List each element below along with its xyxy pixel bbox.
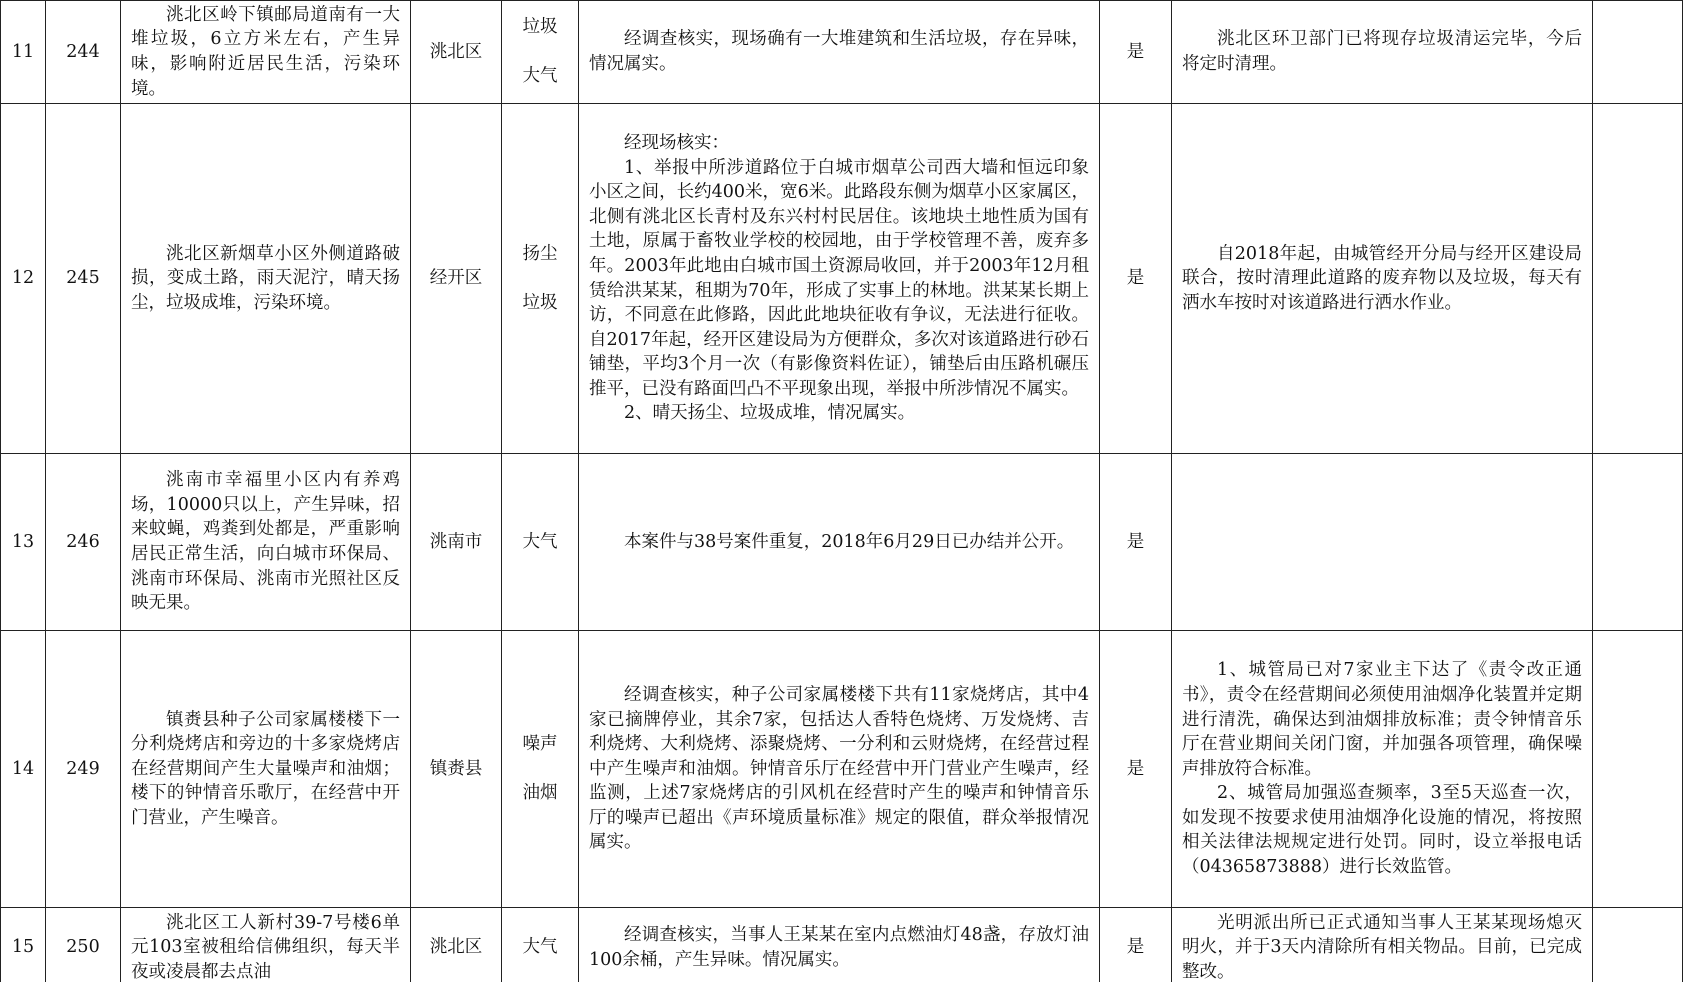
text-paragraph: 洮北区工人新村39-7号楼6单元103室被租给信佛组织，每天半夜或凌晨都去点油 (131, 912, 400, 982)
verified-flag: 是 (1126, 531, 1145, 552)
case-number: 249 (66, 758, 100, 779)
district-name: 镇赉县 (429, 758, 483, 779)
text-paragraph: 1、城管局已对7家业主下达了《责令改正通书》，责令在经营期间必须使用油烟净化装置并定期进行清洗，确保达到油烟排放标准；责令钟情音乐厅在营业期间关闭门窗，并加强各项管理，确保噪声排放符合标准。 (1182, 660, 1582, 779)
pollution-type-label: 噪声 (522, 734, 558, 755)
remarks-cell (1593, 1, 1683, 104)
verified-flag: 是 (1126, 758, 1145, 779)
complaint-text (131, 468, 400, 616)
rectification-text (1182, 27, 1582, 76)
investigation-cell (579, 908, 1100, 982)
district-name: 洮南市 (429, 531, 483, 552)
complaint-cell (121, 104, 411, 454)
remarks-cell (1593, 908, 1683, 982)
text-paragraph: 洮南市幸福里小区内有养鸡场，10000只以上，产生异味，招来蚊蝇，鸡粪到处都是，严重影响居民正常生活，向白城市环保局、洮南市环保局、洮南市光照社区反映无果。 (131, 470, 400, 614)
complaint-cell (121, 1, 411, 104)
district-cell (411, 631, 502, 908)
pollution-type-label: 垃圾 (522, 17, 558, 38)
district-cell (411, 454, 502, 631)
rectification-cell (1172, 1, 1593, 104)
text-paragraph: 经调查核实，种子公司家属楼楼下共有11家烧烤店，其中4家已摘牌停业，其余7家，包括达人香特色烧烤、万发烧烤、吉利烧烤、大利烧烤、添聚烧烤、一分利和云财烧烤，在经营过程中产生噪声和油烟。钟情音乐厅在经营中开门营业产生噪声，经监测，上述7家烧烤店的引风机在经营时产生的噪声和钟情音乐厅的噪声已超出《声环境质量标准》规定的限值，群众举报情况属实。 (589, 684, 1089, 853)
text-paragraph: 经调查核实，当事人王某某在室内点燃油灯48盏，存放灯油100余桶，产生异味。情况属实。 (589, 924, 1089, 970)
rectification-cell (1172, 631, 1593, 908)
table-body (1, 1, 1683, 982)
seq-cell (1, 454, 46, 631)
verified-cell (1100, 631, 1172, 908)
investigation-text (589, 131, 1089, 426)
verified-flag: 是 (1126, 268, 1145, 289)
table-row (1, 631, 1683, 908)
pollution-type-list (512, 732, 568, 805)
case-number: 245 (66, 268, 100, 289)
district-name: 洮北区 (429, 937, 483, 958)
seq-number: 11 (11, 41, 35, 62)
investigation-text (589, 27, 1089, 76)
seq-number: 12 (11, 268, 35, 289)
text-paragraph: 洮北区环卫部门已将现存垃圾清运完毕，今后将定时清理。 (1182, 29, 1582, 74)
verified-flag: 是 (1126, 41, 1145, 62)
rectification-cell (1172, 104, 1593, 454)
pollution-type-label: 大气 (522, 937, 558, 958)
district-name: 经开区 (429, 268, 483, 289)
text-paragraph: 洮北区岭下镇邮局道南有一大堆垃圾，6立方米左右，产生异味，影响附近居民生活，污染环境。 (131, 4, 400, 99)
district-cell (411, 908, 502, 982)
investigation-text (589, 683, 1089, 855)
pollution-type-cell (502, 104, 579, 454)
rectification-text (1182, 242, 1582, 316)
pollution-type-cell (502, 908, 579, 982)
remarks-cell (1593, 104, 1683, 454)
pollution-type-cell (502, 1, 579, 104)
remarks-cell (1593, 454, 1683, 631)
pollution-type-label: 垃圾 (522, 292, 558, 313)
verified-flag: 是 (1126, 937, 1145, 958)
text-paragraph: 2、城管局加强巡查频率，3至5天巡查一次，如发现不按要求使用油烟净化设施的情况，将按照相关法律法规规定进行处罚。同时，设立举报电话（04365873888）进行长效监管。 (1182, 783, 1582, 878)
complaint-text (131, 242, 400, 316)
case-number-cell (46, 454, 121, 631)
rectification-cell (1172, 454, 1593, 631)
text-paragraph: 1、举报中所涉道路位于白城市烟草公司西大墙和恒远印象小区之间，长约400米，宽6米。此路段东侧为烟草小区家属区，北侧有洮北区长青村及东兴村村民居住。该地块土地性质为国有土地，原属于畜牧业学校的校园地，由于学校管理不善，废弃多年。2003年此地由白城市国土资源局收回，并于2003年12月租赁给洪某某，租期为70年，形成了实事上的林地。洪某某长期上访，不同意在此修路，因此此地块征收有争议，无法进行征收。自2017年起，经开区建设局为方便群众，多次对该道路进行砂石铺垫，平均3个月一次（有影像资料佐证），铺垫后由压路机碾压推平，已没有路面凹凸不平现象出现，举报中所涉情况不属实。 (589, 157, 1089, 399)
text-paragraph: 镇赉县种子公司家属楼楼下一分利烧烤店和旁边的十多家烧烤店在经营期间产生大量噪声和油烟；楼下的钟情音乐歌厅，在经营中开门营业，产生噪音。 (131, 709, 400, 828)
verified-cell (1100, 908, 1172, 982)
investigation-text (589, 530, 1089, 555)
case-number-cell (46, 908, 121, 982)
text-paragraph: 本案件与38号案件重复，2018年6月29日已办结并公开。 (624, 531, 1075, 552)
case-number-cell (46, 1, 121, 104)
table-row (1, 1, 1683, 104)
table-row (1, 454, 1683, 631)
case-number-cell (46, 631, 121, 908)
seq-cell (1, 104, 46, 454)
district-cell (411, 104, 502, 454)
pollution-type-list (512, 15, 568, 88)
investigation-cell (579, 1, 1100, 104)
pollution-type-cell (502, 454, 579, 631)
text-paragraph: 经调查核实，现场确有一大堆建筑和生活垃圾，存在异味，情况属实。 (589, 29, 1089, 74)
district-name: 洮北区 (429, 41, 483, 62)
table-row (1, 908, 1683, 982)
district-cell (411, 1, 502, 104)
case-number-cell (46, 104, 121, 454)
investigation-cell (579, 454, 1100, 631)
investigation-cell (579, 631, 1100, 908)
verified-cell (1100, 1, 1172, 104)
seq-cell (1, 1, 46, 104)
rectification-text (1182, 658, 1582, 879)
case-number: 244 (66, 41, 100, 62)
table-row (1, 104, 1683, 454)
complaint-cell (121, 908, 411, 982)
seq-cell (1, 631, 46, 908)
complaint-cell (121, 454, 411, 631)
pollution-type-label: 大气 (522, 66, 558, 86)
complaint-text (131, 3, 400, 101)
verified-cell (1100, 454, 1172, 631)
pollution-type-label: 油烟 (522, 783, 558, 803)
seq-number: 14 (11, 758, 35, 779)
investigation-cell (579, 104, 1100, 454)
pollution-type-cell (502, 631, 579, 908)
pollution-type-list (512, 242, 568, 315)
case-number: 250 (66, 937, 100, 958)
text-paragraph: 光明派出所已正式通知当事人王某某现场熄灭明火，并于3天内清除所有相关物品。目前，已完成整改。 (1182, 912, 1582, 982)
pollution-type-list (512, 935, 568, 960)
remarks-cell (1593, 631, 1683, 908)
investigation-text (589, 923, 1089, 972)
seq-number: 15 (11, 937, 35, 958)
verified-cell (1100, 104, 1172, 454)
case-number: 246 (66, 531, 100, 552)
complaint-cell (121, 631, 411, 908)
pollution-type-label: 大气 (522, 531, 558, 552)
text-paragraph: 自2018年起，由城管经开分局与经开区建设局联合，按时清理此道路的废弃物以及垃圾，每天有洒水车按时对该道路进行洒水作业。 (1182, 243, 1582, 313)
seq-cell (1, 908, 46, 982)
pollution-type-list (512, 530, 568, 555)
complaint-text (131, 708, 400, 831)
complaint-text (131, 911, 400, 982)
pollution-type-label: 扬尘 (522, 243, 558, 264)
seq-number: 13 (11, 531, 35, 552)
text-paragraph: 洮北区新烟草小区外侧道路破损，变成土路，雨天泥泞，晴天扬尘，垃圾成堆，污染环境。 (131, 243, 400, 313)
text-paragraph: 2、晴天扬尘、垃圾成堆，情况属实。 (624, 403, 916, 424)
rectification-cell (1172, 908, 1593, 982)
text-paragraph: 经现场核实： (624, 132, 729, 153)
rectification-text (1182, 911, 1582, 982)
